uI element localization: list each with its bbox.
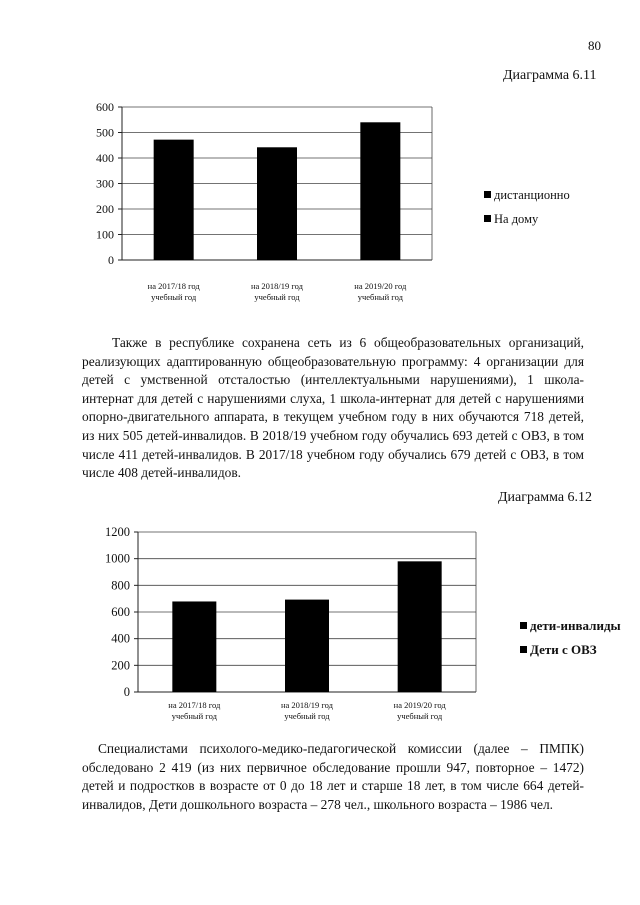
y-tick-label: 0 [123,685,130,699]
page-number: 80 [588,38,601,53]
legend-swatch [520,646,527,653]
bar [398,561,442,692]
legend-swatch [484,191,491,198]
x-category-label: на 2018/19 год [280,700,334,710]
body-paragraph-2: Специалистами психолого-медико-педагогической комиссии (далее – ПМПК) обследовано 2 419 (из них первичное обследование прошли 947, повторное – 1472) детей и подростков в возрасте от 0 до 18 лет и старше 18 лет, в том числе 664 детей-инвалидов, Дети дошкольного возраста – 278 чел., школьного возраста – 1986 чел. [82,741,584,812]
bar [360,122,400,260]
x-category-label: на 2017/18 год [147,281,200,291]
bar [257,147,297,260]
bar [285,600,329,692]
y-tick-label: 600 [96,100,114,114]
x-category-label: на 2017/18 год [168,700,221,710]
bar-chart-6-11 [0,95,640,315]
y-tick-label: 200 [96,202,114,216]
y-tick-label: 500 [96,125,114,140]
legend-swatch [520,622,527,629]
x-category-label: учебный год [397,711,443,721]
y-tick-label: 800 [111,578,130,593]
y-tick-label: 400 [111,631,130,646]
y-tick-label: 300 [96,176,114,191]
y-tick-label: 100 [96,227,114,242]
legend-label: дети-инвалиды [530,618,621,633]
y-tick-label: 400 [96,151,114,165]
bar-chart-6-12 [0,520,640,735]
x-category-label: учебный год [357,292,403,302]
x-category-label: на 2019/20 год [393,700,446,710]
legend-label: Дети с ОВЗ [530,642,597,657]
bar [154,140,194,260]
legend-swatch [484,215,491,222]
bar [172,601,216,692]
body-paragraph-1: Также в республике сохранена сеть из 6 общеобразовательных организаций, реализующих адаптированную общеобразовательную программу: 4 организации для детей с умственной отсталостью (интеллектуальными нарушениями), 1 школа-интернат для детей с нарушениями слуха, 1 школа-интернат для детей с нарушениями опорно-двигательного аппарата, в текущем учебном году в них обучаются 718 детей, из них 505 детей-инвалидов. В 2018/19 учебном году обучались 693 детей с ОВЗ, в том числе 411 детей-инвалидов. В 2017/18 учебном году обучались 679 детей с ОВЗ, в том числе 408 детей-инвалидов. [82,335,584,481]
diagram-caption-6-12: Диаграмма 6.12 [498,490,593,505]
x-category-label: на 2019/20 год [354,281,407,291]
diagram-caption-6-11: Диаграмма 6.11 [503,68,597,83]
y-tick-label: 200 [111,658,130,673]
y-tick-label: 0 [108,253,114,267]
x-category-label: учебный год [151,292,197,302]
legend-label: дистанционно [494,188,570,202]
x-category-label: учебный год [254,292,300,302]
x-category-label: учебный год [171,711,217,721]
x-category-label: на 2018/19 год [250,281,304,291]
y-tick-label: 600 [111,605,130,619]
legend-label: На дому [494,212,539,226]
x-category-label: учебный год [284,711,330,721]
y-tick-label: 1000 [105,551,130,566]
y-tick-label: 1200 [105,525,130,539]
